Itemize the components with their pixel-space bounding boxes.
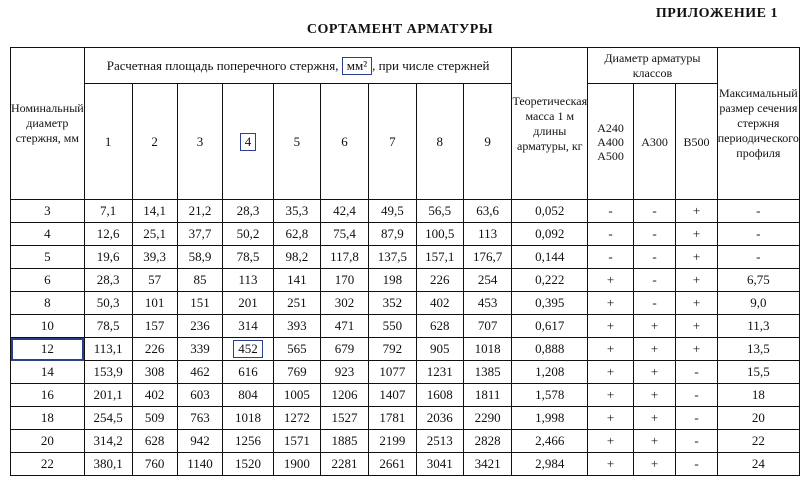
header-class-a240: А240 А400 А500 (588, 84, 634, 200)
cell-area: 923 (321, 361, 369, 384)
cell-class-a300: - (633, 223, 675, 246)
cell-diameter: 16 (11, 384, 85, 407)
cell-area: 101 (132, 292, 177, 315)
header-bar-count-6 (321, 84, 369, 200)
cell-area: 679 (321, 338, 369, 361)
cell-area: 314,2 (84, 430, 132, 453)
table-row (11, 453, 800, 476)
cell-mass: 0,052 (512, 200, 588, 223)
header-bar-count-label: 3 (196, 133, 204, 149)
cell-area: 1781 (368, 407, 416, 430)
header-bar-count-label: 1 (104, 133, 112, 149)
header-bar-count-label: 5 (293, 133, 301, 149)
cell-max-size: 20 (717, 407, 799, 430)
cell-diameter: 3 (11, 200, 85, 223)
cell-area: 1900 (273, 453, 320, 476)
cell-area: 14,1 (132, 200, 177, 223)
cell-class-a240: + (588, 315, 634, 338)
cell-class-a240: + (588, 292, 634, 315)
cell-area: 56,5 (416, 200, 463, 223)
header-bar-count-label: 8 (436, 133, 443, 149)
cell-area: 1608 (416, 384, 463, 407)
cell-diameter: 22 (11, 453, 85, 476)
cell-area: 85 (177, 269, 223, 292)
cell-area: 3421 (463, 453, 512, 476)
cell-diameter: 18 (11, 407, 85, 430)
cell-area: 707 (463, 315, 512, 338)
table-row (11, 338, 800, 361)
cell-area: 393 (273, 315, 320, 338)
cell-area: 1571 (273, 430, 320, 453)
cell-area: 50,2 (223, 223, 273, 246)
cell-mass: 1,208 (512, 361, 588, 384)
cell-mass: 2,466 (512, 430, 588, 453)
cell-area: 201,1 (84, 384, 132, 407)
cell-area: 113,1 (84, 338, 132, 361)
header-area-prefix: Расчетная площадь поперечного стержня, (106, 57, 339, 73)
cell-area: 1811 (463, 384, 512, 407)
cell-max-size: - (717, 200, 799, 223)
cell-area: 157 (132, 315, 177, 338)
cell-area-value: 452 (233, 340, 263, 358)
cell-area: 760 (132, 453, 177, 476)
cell-area: 628 (416, 315, 463, 338)
table-row (11, 361, 800, 384)
cell-class-a240: + (588, 269, 634, 292)
header-area-group (84, 48, 512, 84)
appendix-label: ПРИЛОЖЕНИЕ 1 (655, 6, 778, 21)
cell-class-a300: - (633, 200, 675, 223)
cell-diameter: 20 (11, 430, 85, 453)
cell-area: 1527 (321, 407, 369, 430)
cell-area: 1385 (463, 361, 512, 384)
cell-mass: 0,222 (512, 269, 588, 292)
cell-area: 226 (132, 338, 177, 361)
cell-class-a300: - (633, 246, 675, 269)
cell-area: 58,9 (177, 246, 223, 269)
cell-area: 550 (368, 315, 416, 338)
cell-area: 2199 (368, 430, 416, 453)
cell-area: 117,8 (321, 246, 369, 269)
header-bar-count-3 (177, 84, 223, 200)
cell-area: 198 (368, 269, 416, 292)
cell-area: 226 (416, 269, 463, 292)
cell-diameter: 6 (11, 269, 85, 292)
page-title: СОРТАМЕНТ АРМАТУРЫ (306, 22, 494, 37)
header-nominal-diameter: Номинальный диаметр стержня, мм (11, 48, 85, 200)
cell-area: 78,5 (84, 315, 132, 338)
cell-area: 471 (321, 315, 369, 338)
cell-area: 62,8 (273, 223, 320, 246)
cell-area: 804 (223, 384, 273, 407)
header-bar-count-label: 2 (151, 133, 158, 149)
cell-diameter: 4 (11, 223, 85, 246)
cell-area: 35,3 (273, 200, 320, 223)
cell-area: 42,4 (321, 200, 369, 223)
cell-mass: 0,144 (512, 246, 588, 269)
cell-mass: 1,998 (512, 407, 588, 430)
cell-class-a300: + (633, 453, 675, 476)
cell-area: 2661 (368, 453, 416, 476)
cell-area: 78,5 (223, 246, 273, 269)
cell-area: 113 (223, 269, 273, 292)
cell-class-b500: - (676, 384, 717, 407)
cell-area: 380,1 (84, 453, 132, 476)
cell-class-a300: + (633, 338, 675, 361)
cell-area: 2036 (416, 407, 463, 430)
cell-area: 2281 (321, 453, 369, 476)
cell-area: 603 (177, 384, 223, 407)
cell-area: 628 (132, 430, 177, 453)
table-row (11, 430, 800, 453)
table-row (11, 246, 800, 269)
header-bar-count-label: 7 (389, 133, 396, 149)
cell-area: 113 (463, 223, 512, 246)
header-bar-count-label: 6 (341, 133, 348, 149)
cell-class-a300: + (633, 315, 675, 338)
table-row (11, 407, 800, 430)
cell-mass: 0,617 (512, 315, 588, 338)
header-bar-count-label: 9 (484, 133, 491, 149)
cell-area: 339 (177, 338, 223, 361)
cell-area: 462 (177, 361, 223, 384)
cell-area: 98,2 (273, 246, 320, 269)
header-area-unit: мм² (342, 57, 372, 75)
cell-area: 141 (273, 269, 320, 292)
cell-area: 137,5 (368, 246, 416, 269)
cell-diameter: 14 (11, 361, 85, 384)
header-class-a300: А300 (633, 84, 675, 200)
cell-max-size: 9,0 (717, 292, 799, 315)
header-class-b500: В500 (676, 84, 717, 200)
cell-class-b500: + (676, 223, 717, 246)
cell-class-a240: - (588, 200, 634, 223)
cell-area: 254 (463, 269, 512, 292)
cell-area: 1018 (223, 407, 273, 430)
cell-max-size: - (717, 246, 799, 269)
cell-class-b500: + (676, 315, 717, 338)
cell-area: 2828 (463, 430, 512, 453)
table-row (11, 223, 800, 246)
cell-area: 1206 (321, 384, 369, 407)
cell-area: 176,7 (463, 246, 512, 269)
cell-area: 1407 (368, 384, 416, 407)
cell-area: 763 (177, 407, 223, 430)
cell-area: 1018 (463, 338, 512, 361)
cell-max-size: 15,5 (717, 361, 799, 384)
cell-class-a240: - (588, 246, 634, 269)
cell-class-a240: + (588, 407, 634, 430)
cell-area: 50,3 (84, 292, 132, 315)
cell-area: 352 (368, 292, 416, 315)
cell-mass: 1,578 (512, 384, 588, 407)
cell-class-a240: + (588, 384, 634, 407)
cell-class-a300: + (633, 384, 675, 407)
cell-diameter: 5 (11, 246, 85, 269)
cell-class-a300: - (633, 269, 675, 292)
cell-area: 402 (416, 292, 463, 315)
cell-area: 1256 (223, 430, 273, 453)
cell-area: 87,9 (368, 223, 416, 246)
cell-class-b500: - (676, 430, 717, 453)
cell-area: 251 (273, 292, 320, 315)
cell-area: 1005 (273, 384, 320, 407)
cell-area: 49,5 (368, 200, 416, 223)
cell-class-b500: + (676, 292, 717, 315)
cell-area: 314 (223, 315, 273, 338)
cell-max-size: 24 (717, 453, 799, 476)
cell-class-b500: + (676, 200, 717, 223)
table-row (11, 315, 800, 338)
cell-class-a240: + (588, 361, 634, 384)
cell-max-size: 13,5 (717, 338, 799, 361)
cell-area: 157,1 (416, 246, 463, 269)
cell-area: 21,2 (177, 200, 223, 223)
header-mass: Теоретическая масса 1 м длины арматуры, кг (512, 48, 588, 200)
cell-area: 63,6 (463, 200, 512, 223)
cell-diameter: 12 (11, 338, 85, 361)
table-row (11, 384, 800, 407)
cell-mass: 2,984 (512, 453, 588, 476)
cell-area: 153,9 (84, 361, 132, 384)
cell-mass: 0,395 (512, 292, 588, 315)
cell-area: 616 (223, 361, 273, 384)
header-bar-count-5 (273, 84, 320, 200)
cell-area: 2290 (463, 407, 512, 430)
cell-max-size: 22 (717, 430, 799, 453)
cell-area: 308 (132, 361, 177, 384)
cell-area: 1231 (416, 361, 463, 384)
header-bar-count-8 (416, 84, 463, 200)
cell-class-b500: - (676, 453, 717, 476)
cell-area: 7,1 (84, 200, 132, 223)
cell-class-b500: + (676, 269, 717, 292)
cell-area: 792 (368, 338, 416, 361)
cell-area: 565 (273, 338, 320, 361)
cell-area: 402 (132, 384, 177, 407)
cell-area: 453 (463, 292, 512, 315)
header-bar-count-7 (368, 84, 416, 200)
cell-area: 3041 (416, 453, 463, 476)
cell-class-a240: - (588, 223, 634, 246)
cell-max-size: 11,3 (717, 315, 799, 338)
header-bar-count-1 (84, 84, 132, 200)
cell-area: 1077 (368, 361, 416, 384)
cell-area: 39,3 (132, 246, 177, 269)
cell-area: 1520 (223, 453, 273, 476)
cell-max-size: - (717, 223, 799, 246)
cell-area: 28,3 (84, 269, 132, 292)
cell-area: 28,3 (223, 200, 273, 223)
table-row (11, 269, 800, 292)
cell-area: 75,4 (321, 223, 369, 246)
cell-area: 942 (177, 430, 223, 453)
cell-class-b500: + (676, 246, 717, 269)
cell-area: 905 (416, 338, 463, 361)
header-max-size: Максимальный размер сечения стержня периодического профиля (717, 48, 799, 200)
table-row (11, 292, 800, 315)
cell-class-b500: + (676, 338, 717, 361)
cell-area: 19,6 (84, 246, 132, 269)
header-classes-group: Диаметр арматуры классов (588, 48, 718, 84)
cell-area: 1140 (177, 453, 223, 476)
cell-class-a240: + (588, 338, 634, 361)
cell-area: 57 (132, 269, 177, 292)
cell-class-a300: - (633, 292, 675, 315)
cell-class-b500: - (676, 361, 717, 384)
cell-area: 2513 (416, 430, 463, 453)
cell-class-a300: + (633, 407, 675, 430)
cell-class-b500: - (676, 407, 717, 430)
header-bar-count-label: 4 (240, 133, 257, 151)
cell-area: 1272 (273, 407, 320, 430)
header-bar-count-2 (132, 84, 177, 200)
cell-area: 12,6 (84, 223, 132, 246)
header-bar-count-9 (463, 84, 512, 200)
cell-area: 769 (273, 361, 320, 384)
cell-max-size: 6,75 (717, 269, 799, 292)
cell-area: 302 (321, 292, 369, 315)
cell-max-size: 18 (717, 384, 799, 407)
cell-area: 509 (132, 407, 177, 430)
cell-area: 100,5 (416, 223, 463, 246)
cell-area: 201 (223, 292, 273, 315)
rebar-table (10, 47, 800, 476)
cell-area: 1885 (321, 430, 369, 453)
table-row (11, 200, 800, 223)
cell-diameter: 8 (11, 292, 85, 315)
cell-class-a300: + (633, 361, 675, 384)
cell-area: 170 (321, 269, 369, 292)
cell-area: 151 (177, 292, 223, 315)
header-bar-count-4 (223, 84, 273, 200)
cell-class-a240: + (588, 453, 634, 476)
cell-area: 254,5 (84, 407, 132, 430)
cell-area (223, 338, 273, 361)
cell-mass: 0,888 (512, 338, 588, 361)
cell-class-a240: + (588, 430, 634, 453)
cell-area: 37,7 (177, 223, 223, 246)
cell-diameter: 10 (11, 315, 85, 338)
cell-mass: 0,092 (512, 223, 588, 246)
header-area-suffix: , при числе стержней (372, 57, 490, 73)
cell-area: 236 (177, 315, 223, 338)
cell-area: 25,1 (132, 223, 177, 246)
cell-class-a300: + (633, 430, 675, 453)
